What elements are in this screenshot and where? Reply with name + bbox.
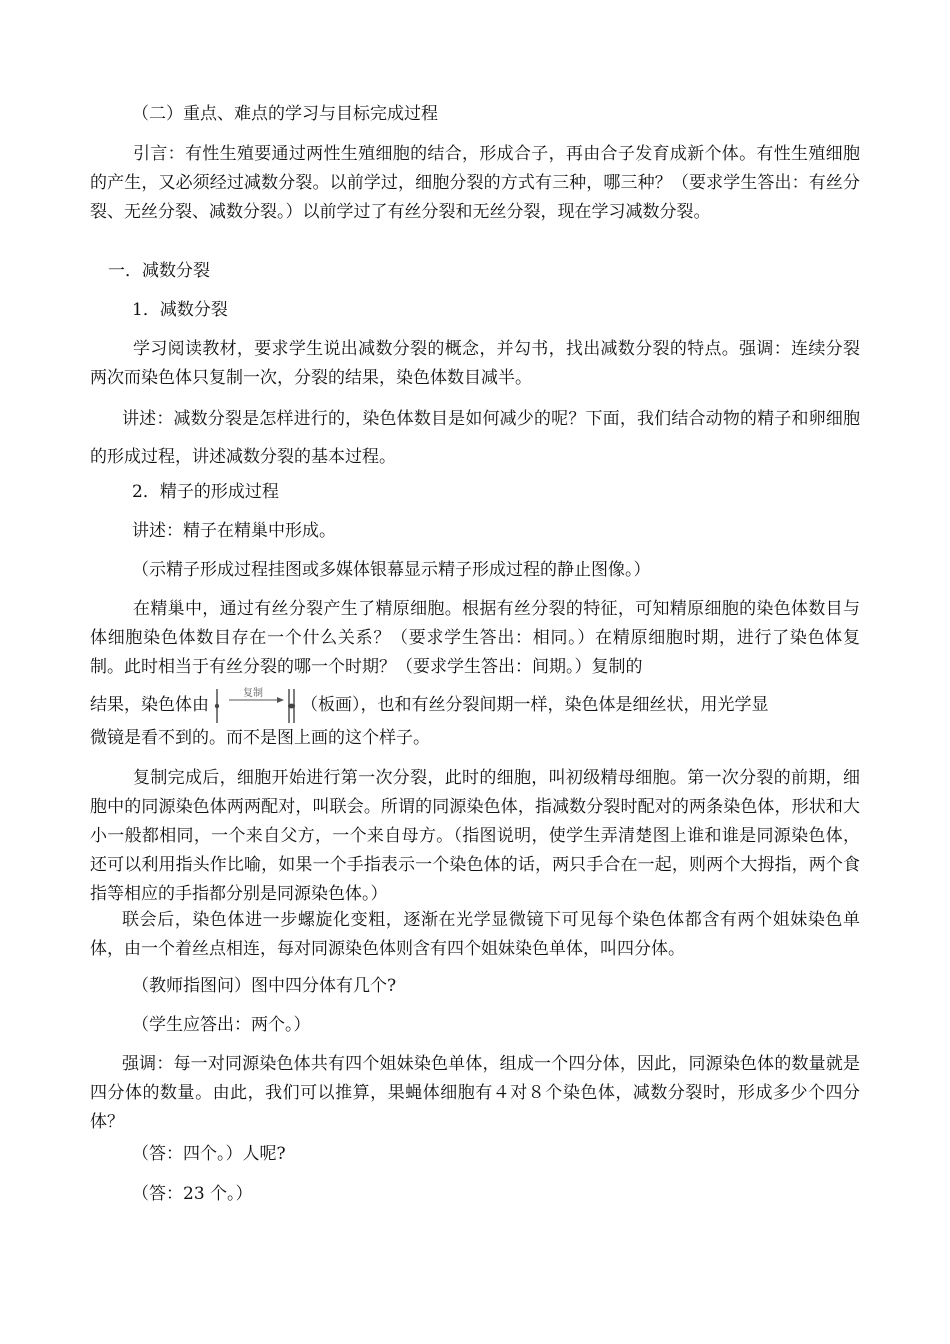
- subheading-meiosis: 1．减数分裂: [132, 300, 228, 320]
- student-answer: （学生应答出：两个。）: [132, 1015, 311, 1035]
- emphasis-paragraph: 强调：每一对同源染色体共有四个姐妹染色单体，组成一个四分体，因此，同源染色体的数量就是四分体的数量。由此，我们可以推算，果蝇体细胞有４对８个染色体，减数分裂时，形成多少个四分体？: [90, 1054, 860, 1132]
- testis-paragraph: 在精巢中，通过有丝分裂产生了精原细胞。根据有丝分裂的特征，可知精原细胞的染色体数目与体细胞染色体数目存在一个什么关系？（要求学生答出：相同。）在精原细胞时期，进行了染色体复制。此时相当于有丝分裂的哪一个时期？（要求学生答出：间期。）复制的: [90, 599, 860, 677]
- lecture-paragraph-1: 讲述：减数分裂是怎样进行的，染色体数目是如何减少的呢？下面，我们结合动物的精子和卵细胞的形成过程，讲述减数分裂的基本过程。: [90, 409, 860, 467]
- answer-twenty-three: （答：23 个。）: [132, 1184, 253, 1204]
- subheading-sperm-formation: 2．精子的形成过程: [132, 482, 279, 502]
- chromosome-replication-figure: [213, 685, 297, 727]
- replication-label: 复制: [243, 687, 263, 699]
- chromosome-replication-icon: [213, 685, 297, 727]
- lecture-paragraph-2: 讲述：精子在精巢中形成。: [132, 521, 336, 541]
- section-title: （二）重点、难点的学习与目标完成过程: [132, 104, 438, 124]
- show-figure-note: （示精子形成过程挂图或多媒体银幕显示精子形成过程的静止图像。）: [132, 560, 651, 580]
- replication-paragraph: 复制完成后，细胞开始进行第一次分裂，此时的细胞，叫初级精母细胞。第一次分裂的前期，细胞中的同源染色体两两配对，叫联会。所谓的同源染色体，指减数分裂时配对的两条染色体，形状和大小一般都相同，一个来自父方，一个来自母方。（指图说明，使学生弄清楚图上谁和谁是同源染色体，还可以利用指头作比喻，如果一个手指表示一个染色体的话，两只手合在一起，则两个大拇指，两个食指等相应的手指都分别是同源染色体。）: [90, 768, 860, 904]
- heading-meiosis: 一．减数分裂: [108, 261, 210, 281]
- testis-figure-line: [90, 684, 860, 727]
- testis-text-before-figure: 结果，染色体由: [90, 695, 209, 715]
- synapsis-paragraph: 联会后，染色体进一步螺旋化变粗，逐渐在光学显微镜下可见每个染色体都含有两个姐妹染色单体，由一个着丝点相连，每对同源染色体则含有四个姐妹染色单体，叫四分体。: [90, 910, 860, 959]
- testis-text-after-figure: （板画），也和有丝分裂间期一样，染色体是细丝状，用光学显: [301, 695, 769, 715]
- intro-paragraph: 引言：有性生殖要通过两性生殖细胞的结合，形成合子，再由合子发育成新个体。有性生殖细胞的产生，又必须经过减数分裂。以前学过，细胞分裂的方式有三种，哪三种？（要求学生答出：有丝分裂、无丝分裂、减数分裂。）以前学过了有丝分裂和无丝分裂，现在学习减数分裂。: [90, 144, 860, 222]
- study-paragraph: 学习阅读教材，要求学生说出减数分裂的概念，并勾书，找出减数分裂的特点。强调：连续分裂两次而染色体只复制一次，分裂的结果，染色体数目减半。: [90, 339, 860, 388]
- teacher-question: （教师指图问）图中四分体有几个?: [132, 976, 397, 996]
- testis-paragraph-end: 微镜是看不到的。而不是图上画的这个样子。: [90, 728, 430, 748]
- answer-four: （答：四个。）人呢?: [132, 1144, 286, 1164]
